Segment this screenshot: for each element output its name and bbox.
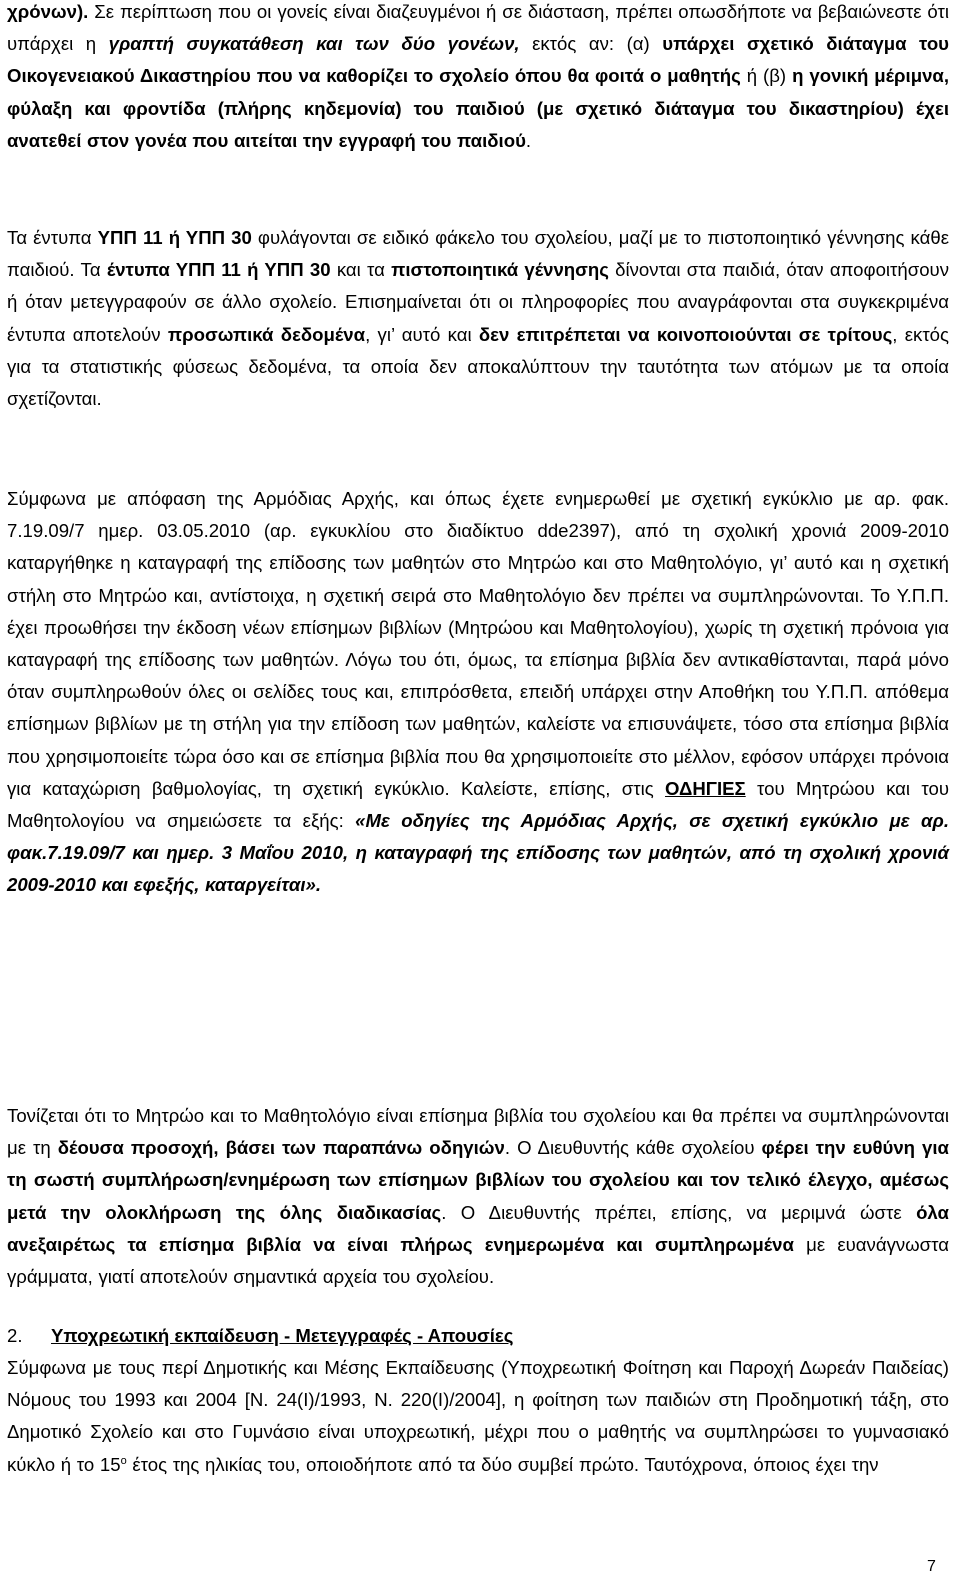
text: του Μητρώου και του Μαθητολογίου να σημειώσετε τα εξής:: [7, 777, 949, 832]
text: και τα: [330, 259, 392, 281]
text-bold: η γονική μέριμνα, φύλαξη και φροντίδα (πλήρης κηδεμονία) του παιδιού (με σχετικό διάταγμα του δικαστηρίου) έχει ανατεθεί στον γονέα που αιτείται την εγγραφή του παιδιού: [7, 65, 950, 151]
text-bold: δεν επιτρέπεται να κοινοποιούνται σε τρίτους: [478, 323, 893, 345]
text-bold-italic: γραπτή συγκατάθεση και των δύο γονέων,: [108, 33, 520, 55]
section-title: Υποχρεωτική εκπαίδευση - Μετεγγραφές - Απουσίες: [51, 1325, 514, 1346]
text-bold: όλα ανεξαιρέτως τα επίσημα βιβλία να είναι πλήρως ενημερωμένα και συμπληρωμένα: [7, 1201, 949, 1255]
text: εκτός αν: (α): [519, 33, 663, 55]
paragraph-compulsory-education: [7, 1352, 949, 1481]
text: φυλάγονται σε ειδικό φάκελο του σχολείου, μαζί με το πιστοποιητικό γέννησης κάθε παιδιού. Τα: [7, 227, 949, 281]
page-number: 7: [927, 1558, 936, 1575]
text: Σύμφωνα με τους περί Δημοτικής και Μέσης Εκπαίδευσης (Υποχρεωτική Φοίτηση και Παροχή Δωρεάν Παιδείας) Νόμους του 1993 και 2004 [Ν. 24(Ι)/1993, Ν. 220(Ι)/2004], η φοίτηση των παιδιών στη Προδημοτική τάξη, στο Δημοτικό Σχολείο και στο Γυμνάσιο είναι υποχρεωτική, μέχρι που ο μαθητής να συμπληρώσει το γυμνασιακό κύκλο ή το 15: [7, 1357, 949, 1475]
text-bold: ΥΠΠ 11 ή ΥΠΠ 30: [97, 227, 252, 248]
text: .: [525, 129, 532, 151]
paragraph-official-books: [7, 1100, 949, 1293]
text: . Ο Διευθυντής κάθε σχολείου: [504, 1137, 762, 1159]
text: , εκτός για τα στατιστικής φύσεως δεδομένα, τα οποία δεν αποκαλύπτουν την ταυτότητα των ατόμων με τα οποία σχετίζονται.: [7, 323, 949, 410]
text: , γι’ αυτό και: [365, 323, 479, 345]
text-bold: πιστοποιητικά γέννησης: [391, 259, 609, 281]
paragraph-parental-consent: [7, 0, 949, 157]
section-heading: [7, 1320, 949, 1352]
text-bold: χρόνων).: [7, 1, 89, 22]
text: Σύμφωνα με απόφαση της Αρμόδιας Αρχής, και όπως έχετε ενημερωθεί με σχετική εγκύκλιο με αρ. φακ. 7.19.09/7 ημερ. 03.05.2010 (αρ. εγκυκλίου στο διαδίκτυο dde2397), από τη σχολική χρονιά 2009-2010 καταργήθηκε η καταγραφή της επίδοσης των μαθητών στο Μητρώο και στο Μαθητολόγιο, γι’ αυτό και η σχετική στήλη στο Μητρώο και, αντίστοιχα, η σχετική σειρά στο Μαθητολόγιο δεν πρέπει να συμπληρώνονται. Το Υ.Π.Π. έχει προωθήσει την έκδοση νέων επίσημων βιβλίων (Μητρώου και Μαθητολογίου), χωρίς τη σχετική πρόνοια για καταγραφή της επίδοσης των μαθητών. Λόγω του ότι, όμως, τα επίσημα βιβλία δεν αντικαθίστανται, παρά μόνο όταν συμπληρωθούν όλες οι σελίδες τους και, επιπρόσθετα, επειδή υπάρχει στην Αποθήκη του Υ.Π.Π. απόθεμα επίσημων βιβλίων με τη στήλη για την επίδοση των μαθητών, καλείστε να επισυνάψετε, τόσο στα επίσημα βιβλία που χρησιμοποιείτε τώρα όσο και σε επίσημα βιβλία που θα χρησιμοποιείτε στο μέλλον, εφόσον υπάρχει πρόνοια για καταχώριση βαθμολογίας, τη σχετική εγκύκλιο. Καλείστε, επίσης, στις: [7, 488, 949, 799]
text: Τονίζεται ότι το Μητρώο και το Μαθητολόγιο είναι επίσημα βιβλία του σχολείου και θα πρέπει να συμπληρώνονται με τη: [7, 1105, 949, 1159]
text-bold: προσωπικά δεδομένα: [167, 323, 366, 345]
text-bold: έντυπα ΥΠΠ 11 ή ΥΠΠ 30: [106, 259, 331, 281]
text: δίνονται στα παιδιά, όταν αποφοιτήσουν ή όταν μετεγγραφούν σε άλλο σχολείο. Επισημαίνεται ότι οι πληροφορίες που αναγράφονται στα συγκεκριμένα έντυπα αποτελούν: [7, 259, 950, 345]
text-bold-underline: ΟΔΗΓΙΕΣ: [665, 777, 746, 799]
text: Σε περίπτωση που οι γονείς είναι διαζευγμένοι ή σε διάσταση, πρέπει οπωσδήποτε να βεβαιώνεστε ότι υπάρχει η: [7, 1, 949, 55]
text: ή (β): [740, 65, 793, 87]
paragraph-performance-records: [7, 483, 949, 902]
text-bold: φέρει την ευθύνη για τη σωστή συμπλήρωση/ενημέρωση των επίσημων βιβλίων του σχολείου και τον τελικό έλεγχο, αμέσως μετά την ολοκλήρωση της όλης διαδικασίας: [7, 1137, 949, 1223]
text-bold: υπάρχει σχετικό διάταγμα του Οικογενειακού Δικαστηρίου που να καθορίζει το σχολείο όπου θα φοιτά ο μαθητής: [7, 33, 949, 87]
text: έτος της ηλικίας του, οποιοδήποτε από τα δύο συμβεί πρώτο. Ταυτόχρονα, όποιος έχει την: [126, 1453, 879, 1475]
paragraph-forms-storage: [7, 222, 949, 415]
text: . Ο Διευθυντής πρέπει, επίσης, να μεριμνά ώστε: [441, 1201, 917, 1223]
section-number: 2.: [7, 1325, 23, 1346]
superscript: ο: [120, 1454, 127, 1467]
text: με ευανάγνωστα γράμματα, γιατί αποτελούν σημαντικά αρχεία του σχολείου.: [7, 1233, 949, 1288]
text-bold: δέουσα προσοχή, βάσει των παραπάνω οδηγιών: [57, 1137, 505, 1159]
text: Τα έντυπα: [7, 227, 98, 248]
text-bold-italic: «Με οδηγίες της Αρμόδιας Αρχής, σε σχετική εγκύκλιο με αρ. φακ.7.19.09/7 και ημερ. 3 Μαΐου 2010, η καταγραφή της επίδοσης των μαθητών, από τη σχολική χρονιά 2009-2010 και εφεξής, καταργείται».: [7, 810, 949, 896]
